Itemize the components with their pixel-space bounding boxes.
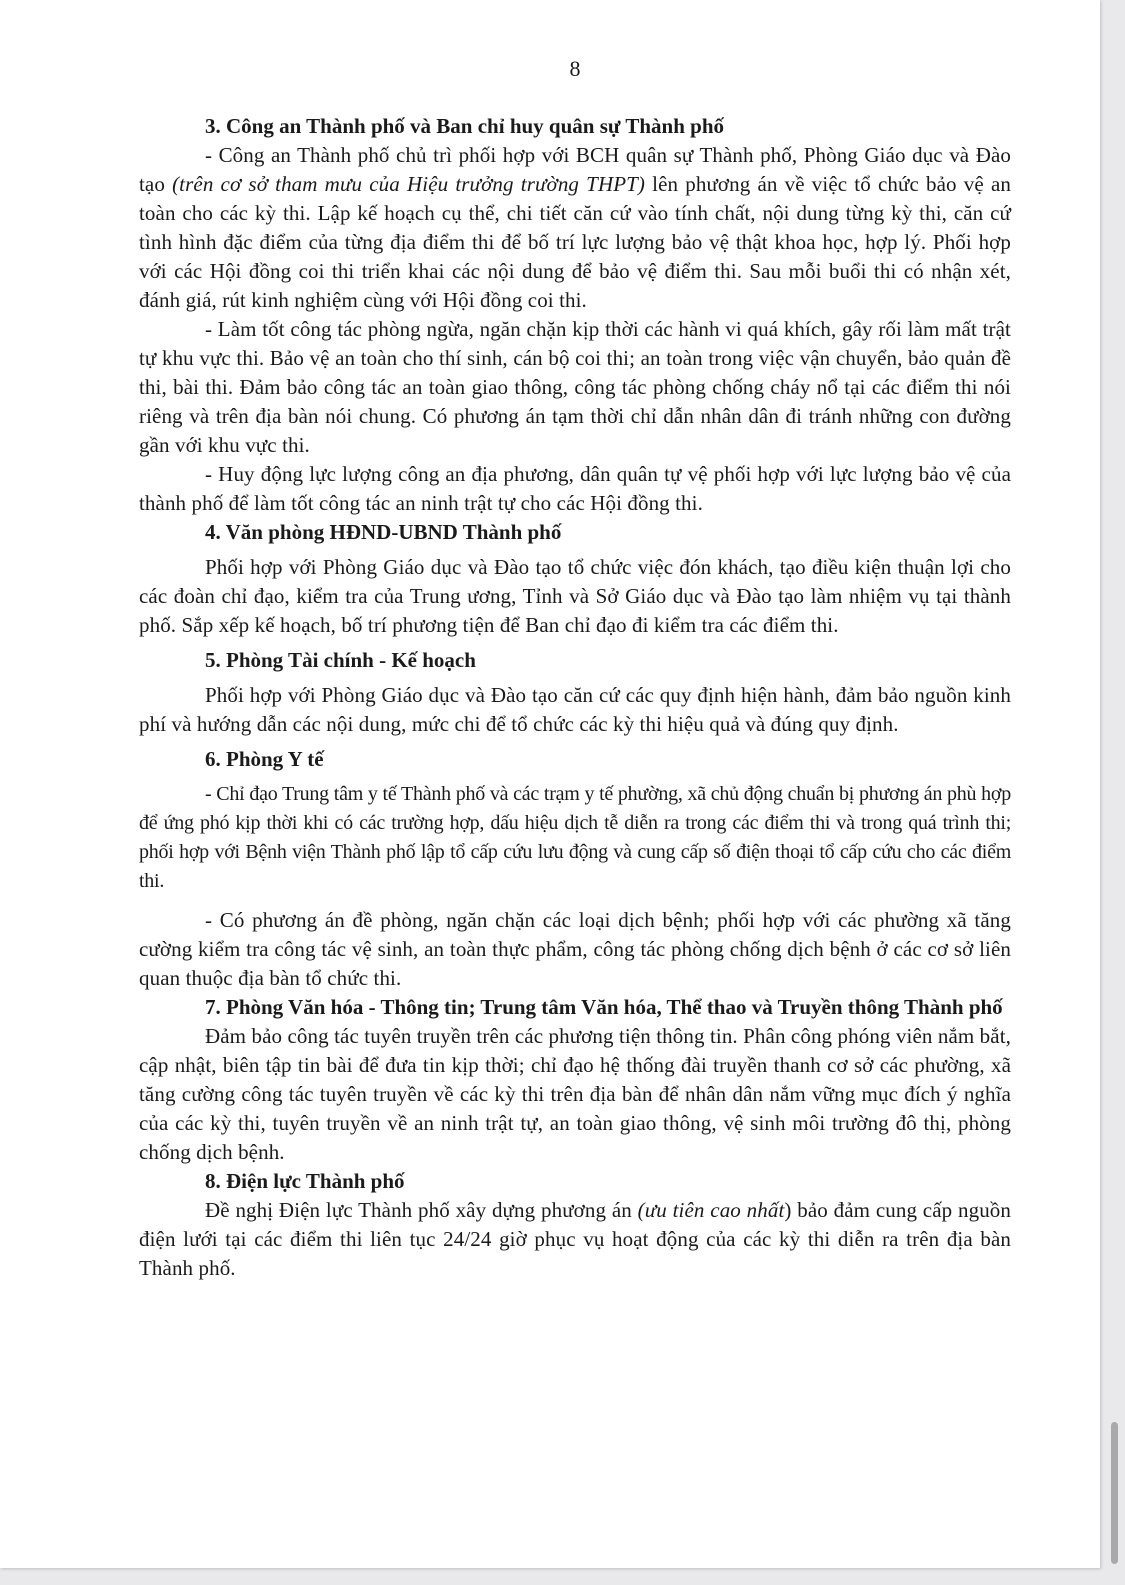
section-6-heading: 6. Phòng Y tế <box>205 747 324 771</box>
section-5-paragraph-1: Phối hợp với Phòng Giáo dục và Đào tạo căn cứ các quy định hiện hành, đảm bảo nguồn kinh phí và hướng dẫn các nội dung, mức chi để tổ chức các kỳ thi hiệu quả và đúng quy định. <box>139 683 1011 736</box>
section-3-heading: 3. Công an Thành phố và Ban chỉ huy quân sự Thành phố <box>205 114 725 138</box>
section-8-heading: 8. Điện lực Thành phố <box>205 1169 405 1193</box>
section-6-paragraph-2: - Có phương án đề phòng, ngăn chặn các loại dịch bệnh; phối hợp với các phường xã tăng cường kiểm tra công tác vệ sinh, an toàn thực phẩm, công tác phòng chống dịch bệnh ở các cơ sở liên quan thuộc địa bàn tổ chức thi. <box>139 908 1011 990</box>
section-3-paragraph-1-italic: (trên cơ sở tham mưu của Hiệu trưởng trường THPT) <box>172 172 646 196</box>
section-3-paragraph-1-text-b: lên phương án về việc tổ chức bảo vệ an toàn cho các kỳ thi. Lập kế hoạch cụ thể, chi tiết căn cứ vào tính chất, nội dung từng kỳ thi, căn cứ tình hình đặc điểm của từng địa điểm thi để bố trí lực lượng bảo vệ thật khoa học, hợp lý. Phối hợp với các Hội đồng coi thi triển khai các nội dung để bảo vệ điểm thi. Sau mỗi buổi thi có nhận xét, đánh giá, rút kinh nghiệm cùng với Hội đồng coi thi. <box>139 172 1011 312</box>
section-4-heading: 4. Văn phòng HĐND-UBND Thành phố <box>205 520 562 544</box>
section-7-heading: 7. Phòng Văn hóa - Thông tin; Trung tâm Văn hóa, Thể thao và Truyền thông Thành phố <box>205 995 1003 1019</box>
section-3-paragraph-1-text-a: - Công an Thành phố chủ trì phối hợp với BCH quân sự Thành phố, Phòng Giáo dục và Đào tạo <box>139 143 1011 196</box>
section-3-paragraph-3: - Huy động lực lượng công an địa phương, dân quân tự vệ phối hợp với lực lượng bảo vệ của thành phố để làm tốt công tác an ninh trật tự cho các Hội đồng thi. <box>139 462 1011 515</box>
document-body <box>139 112 1011 1283</box>
section-4-paragraph-1: Phối hợp với Phòng Giáo dục và Đào tạo tổ chức việc đón khách, tạo điều kiện thuận lợi cho các đoàn chỉ đạo, kiểm tra của Trung ương, Tỉnh và Sở Giáo dục và Đào tạo làm nhiệm vụ tại thành phố. Sắp xếp kế hoạch, bố trí phương tiện để Ban chỉ đạo đi kiểm tra các điểm thi. <box>139 555 1011 637</box>
section-8-paragraph-1-text-b: ) bảo đảm cung cấp nguồn điện lưới tại các điểm thi liên tục 24/24 giờ phục vụ hoạt động của các kỳ thi diễn ra trên địa bàn Thành phố. <box>139 1198 1011 1280</box>
section-8-paragraph-1-text-a: Đề nghị Điện lực Thành phố xây dựng phương án <box>205 1198 638 1222</box>
scrollbar-thumb[interactable] <box>1111 1422 1118 1564</box>
vertical-scrollbar[interactable] <box>1110 0 1122 1568</box>
section-8-paragraph-1-italic: (ưu tiên cao nhất <box>637 1198 785 1222</box>
section-5-heading: 5. Phòng Tài chính - Kế hoạch <box>205 648 476 672</box>
section-3-paragraph-1 <box>139 141 1011 315</box>
section-8-paragraph-1 <box>139 1196 1011 1283</box>
page-number: 8 <box>569 56 581 81</box>
section-3-paragraph-2: - Làm tốt công tác phòng ngừa, ngăn chặn kịp thời các hành vi quá khích, gây rối làm mất trật tự khu vực thi. Bảo vệ an toàn cho thí sinh, cán bộ coi thi; an toàn trong việc vận chuyển, bảo quản đề thi, bài thi. Đảm bảo công tác an toàn giao thông, công tác phòng chống cháy nổ tại các điểm thi nói riêng và trên địa bàn nói chung. Có phương án tạm thời chỉ dẫn nhân dân đi tránh những con đường gần với khu vực thi. <box>139 317 1011 457</box>
section-6-paragraph-1: - Chỉ đạo Trung tâm y tế Thành phố và các trạm y tế phường, xã chủ động chuẩn bị phương án phù hợp để ứng phó kịp thời khi có các trường hợp, dấu hiệu dịch tễ diễn ra trong các điểm thi và trong quá trình thi; phối hợp với Bệnh viện Thành phố lập tổ cấp cứu lưu động và cung cấp số điện thoại tổ cấp cứu cho các điểm thi. <box>139 783 1011 892</box>
section-7-paragraph-1: Đảm bảo công tác tuyên truyền trên các phương tiện thông tin. Phân công phóng viên nắm bắt, cập nhật, biên tập tin bài để đưa tin kịp thời; chỉ đạo hệ thống đài truyền thanh cơ sở các phường, xã tăng cường công tác tuyên truyền về các kỳ thi trên địa bàn để nhân dân nắm vững mục đích ý nghĩa của các kỳ thi, tuyên truyền về an ninh trật tự, an toàn giao thông, vệ sinh môi trường đô thị, phòng chống dịch bệnh. <box>139 1024 1011 1164</box>
